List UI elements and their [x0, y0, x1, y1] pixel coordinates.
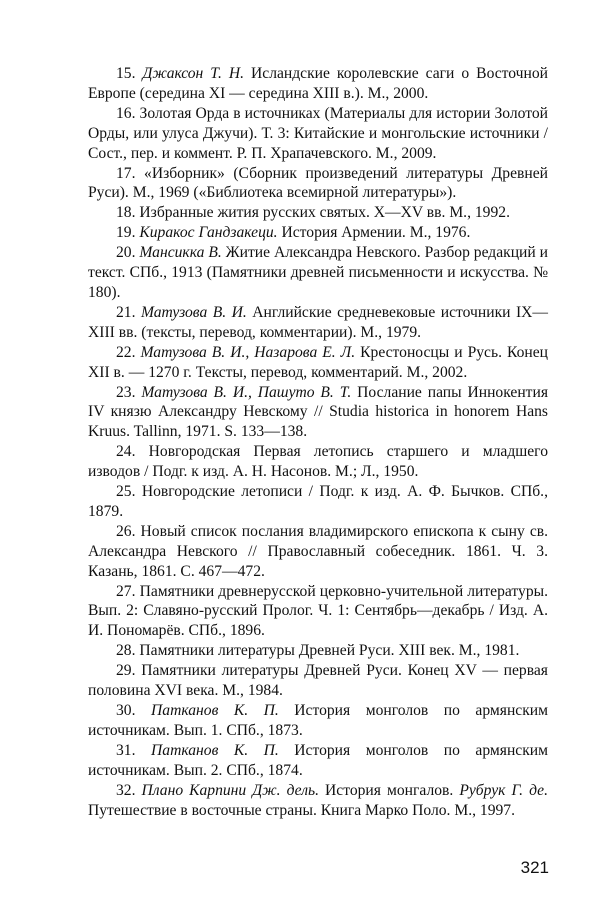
bibliography-entry: 23. Матузова В. И., Пашуто В. Т. Послание папы Иннокентия IV князю Александру Невскому // Studia historica in honorem Hans Kruus. Tallinn, 1971. S. 133—138.: [88, 383, 548, 441]
bibliography-entry: 24. Новгородская Первая летопись старшего и младшего изводов / Подг. к изд. А. Н. Насонов. М.; Л., 1950.: [88, 443, 548, 481]
bibliography-entry: 29. Памятники литературы Древней Руси. Конец XV — первая половина XVI века. М., 1984.: [88, 662, 548, 700]
bibliography-entry: 15. Джаксон Т. Н. Исландские королевские саги о Восточной Европе (середина XI — середина XIII в.). М., 2000.: [88, 65, 549, 102]
bibliography-entry: 17. «Изборник» (Сборник произведений литературы Древней Руси). М., 1969 («Библиотека всемирной литературы»).: [88, 164, 548, 202]
bibliography-entry: 26. Новый список послания владимирского епископа к сыну св. Александра Невского // Православный собеседник. 1861. Ч. 3. Казань, 1861. С. 467—472.: [88, 522, 548, 580]
bibliography-entry: 22. Матузова В. И., Назарова Е. Л. Крестоносцы и Русь. Конец XII в. — 1270 г. Тексты, перевод, комментарий. М., 2002.: [88, 343, 548, 381]
bibliography-entry: 27. Памятники древнерусской церковно-учительной литературы. Вып. 2: Славяно-русский Пролог. Ч. 1: Сентябрь—декабрь / Изд. А. И. Пономарёв. СПб., 1896.: [88, 582, 548, 640]
bibliography-entry: 21. Матузова В. И. Английские средневековые источники IX—XIII вв. (тексты, перевод, комментарии). М., 1979.: [88, 303, 548, 341]
bibliography-entry: 19. Киракос Гандзакеци. История Армении. М., 1976.: [116, 224, 471, 242]
bibliography-entry: 20. Мансикка В. Житие Александра Невского. Разбор редакций и текст. СПб., 1913 (Памятники древней письменности и искусства. № 180).: [88, 244, 548, 301]
bibliography-entry: 31. Патканов К. П. История монголов по армянским источникам. Вып. 2. СПб., 1874.: [88, 741, 548, 779]
bibliography-entry: 28. Памятники литературы Древней Руси. XIII век. М., 1981.: [116, 642, 520, 660]
bibliography-list: [88, 64, 548, 820]
bibliography-entry: 16. Золотая Орда в источниках (Материалы для истории Золотой Орды, или улуса Джучи). Т. 3: Китайские и монгольские источники / Сост., пер. и коммент. Р. П. Храпачевского. М., 2009.: [88, 104, 548, 162]
bibliography-entry: 30. Патканов К. П. История монголов по армянским источникам. Вып. 1. СПб., 1873.: [88, 702, 548, 739]
bibliography-entry: 18. Избранные жития русских святых. X—XV вв. М., 1992.: [116, 204, 510, 222]
bibliography-entry: 25. Новгородские летописи / Подг. к изд. А. Ф. Бычков. СПб., 1879.: [88, 483, 548, 520]
bibliography-entry: 32. Плано Карпини Дж. дель. История монгалов. Рубрук Г. де. Путешествие в восточные страны. Книга Марко Поло. М., 1997.: [88, 781, 548, 819]
page-number: 321: [520, 858, 549, 877]
